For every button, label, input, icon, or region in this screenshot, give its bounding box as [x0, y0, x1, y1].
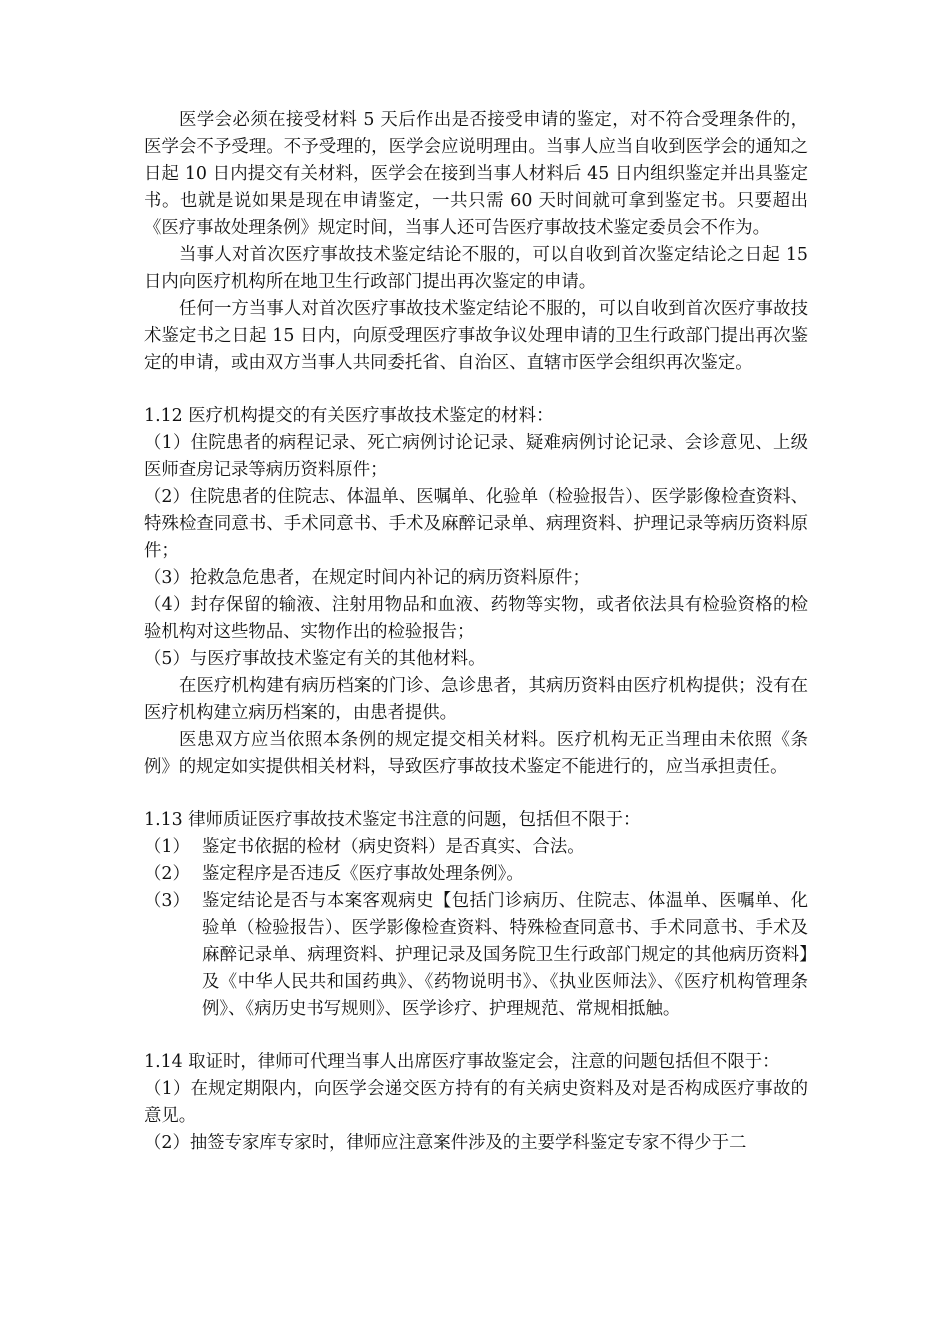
paragraph: 医患双方应当依照本条例的规定提交相关材料。医疗机构无正当理由未依照《条例》的规定如实提供相关材料，导致医疗事故技术鉴定不能进行的，应当承担责任。	[144, 730, 808, 777]
item-number: （1）	[144, 837, 190, 857]
item-text: 鉴定结论是否与本案客观病史【包括门诊病历、住院志、体温单、医嘱单、化验单（检验报告）、医学影像检查资料、特殊检查同意书、手术同意书、手术及麻醉记录单、病理资料、护理记录及国务院卫生行政部门规定的其他病历资料】及《中华人民共和国药典》、《药物说明书》、《执业医师法》、《医疗机构管理条例》、《病历史书写规则》、医学诊疗、护理规范、常规相抵触。	[202, 891, 808, 1019]
numbered-item	[144, 861, 808, 888]
list-item: （1）住院患者的病程记录、死亡病例讨论记录、疑难病例讨论记录、会诊意见、上级医师查房记录等病历资料原件；	[144, 433, 808, 480]
section-gap	[144, 377, 808, 403]
section-gap	[144, 1023, 808, 1049]
item-number: （3）	[144, 891, 190, 911]
section-heading: 1.14 取证时，律师可代理当事人出席医疗事故鉴定会，注意的问题包括但不限于：	[144, 1052, 780, 1072]
list-item: （5）与医疗事故技术鉴定有关的其他材料。	[144, 649, 486, 669]
list-item: （1）在规定期限内，向医学会递交医方持有的有关病史资料及对是否构成医疗事故的意见。	[144, 1079, 808, 1126]
paragraph: 任何一方当事人对首次医疗事故技术鉴定结论不服的，可以自收到首次医疗事故技术鉴定书之日起 15 日内，向原受理医疗事故争议处理申请的卫生行政部门提出再次鉴定的申请，或由双方当事人共同委托省、自治区、直辖市医学会组织再次鉴定。	[144, 299, 808, 373]
section-heading: 1.13 律师质证医疗事故技术鉴定书注意的问题，包括但不限于：	[144, 810, 641, 830]
item-text: 鉴定程序是否违反《医疗事故处理条例》。	[202, 864, 524, 884]
list-item: （2）住院患者的住院志、体温单、医嘱单、化验单（检验报告）、医学影像检查资料、特殊检查同意书、手术同意书、手术及麻醉记录单、病理资料、护理记录等病历资料原件；	[144, 487, 808, 561]
paragraph: 在医疗机构建有病历档案的门诊、急诊患者，其病历资料由医疗机构提供；没有在医疗机构建立病历档案的，由患者提供。	[144, 676, 808, 723]
item-text: 鉴定书依据的检材（病史资料）是否真实、合法。	[202, 837, 585, 857]
document-page	[144, 107, 808, 1157]
section-gap	[144, 781, 808, 807]
list-item: （4）封存保留的输液、注射用物品和血液、药物等实物，或者依法具有检验资格的检验机构对这些物品、实物作出的检验报告；	[144, 595, 808, 642]
paragraph: 医学会必须在接受材料 5 天后作出是否接受申请的鉴定，对不符合受理条件的，医学会不予受理。不予受理的，医学会应说明理由。当事人应当自收到医学会的通知之日起 10 日内提交有关材料，医学会在接到当事人材料后 45 日内组织鉴定并出具鉴定书。也就是说如果是现在申请鉴定，一共只需 60 天时间就可拿到鉴定书。只要超出《医疗事故处理条例》规定时间，当事人还可告医疗事故技术鉴定委员会不作为。	[144, 110, 808, 238]
numbered-item	[144, 834, 808, 861]
item-number: （2）	[144, 864, 190, 884]
numbered-item	[144, 888, 808, 1023]
section-heading: 1.12 医疗机构提交的有关医疗事故技术鉴定的材料：	[144, 406, 554, 426]
paragraph: 当事人对首次医疗事故技术鉴定结论不服的，可以自收到首次鉴定结论之日起 15 日内向医疗机构所在地卫生行政部门提出再次鉴定的申请。	[144, 245, 808, 292]
list-item: （2）抽签专家库专家时，律师应注意案件涉及的主要学科鉴定专家不得少于二	[144, 1133, 747, 1153]
list-item: （3）抢救急危患者，在规定时间内补记的病历资料原件；	[144, 568, 590, 588]
